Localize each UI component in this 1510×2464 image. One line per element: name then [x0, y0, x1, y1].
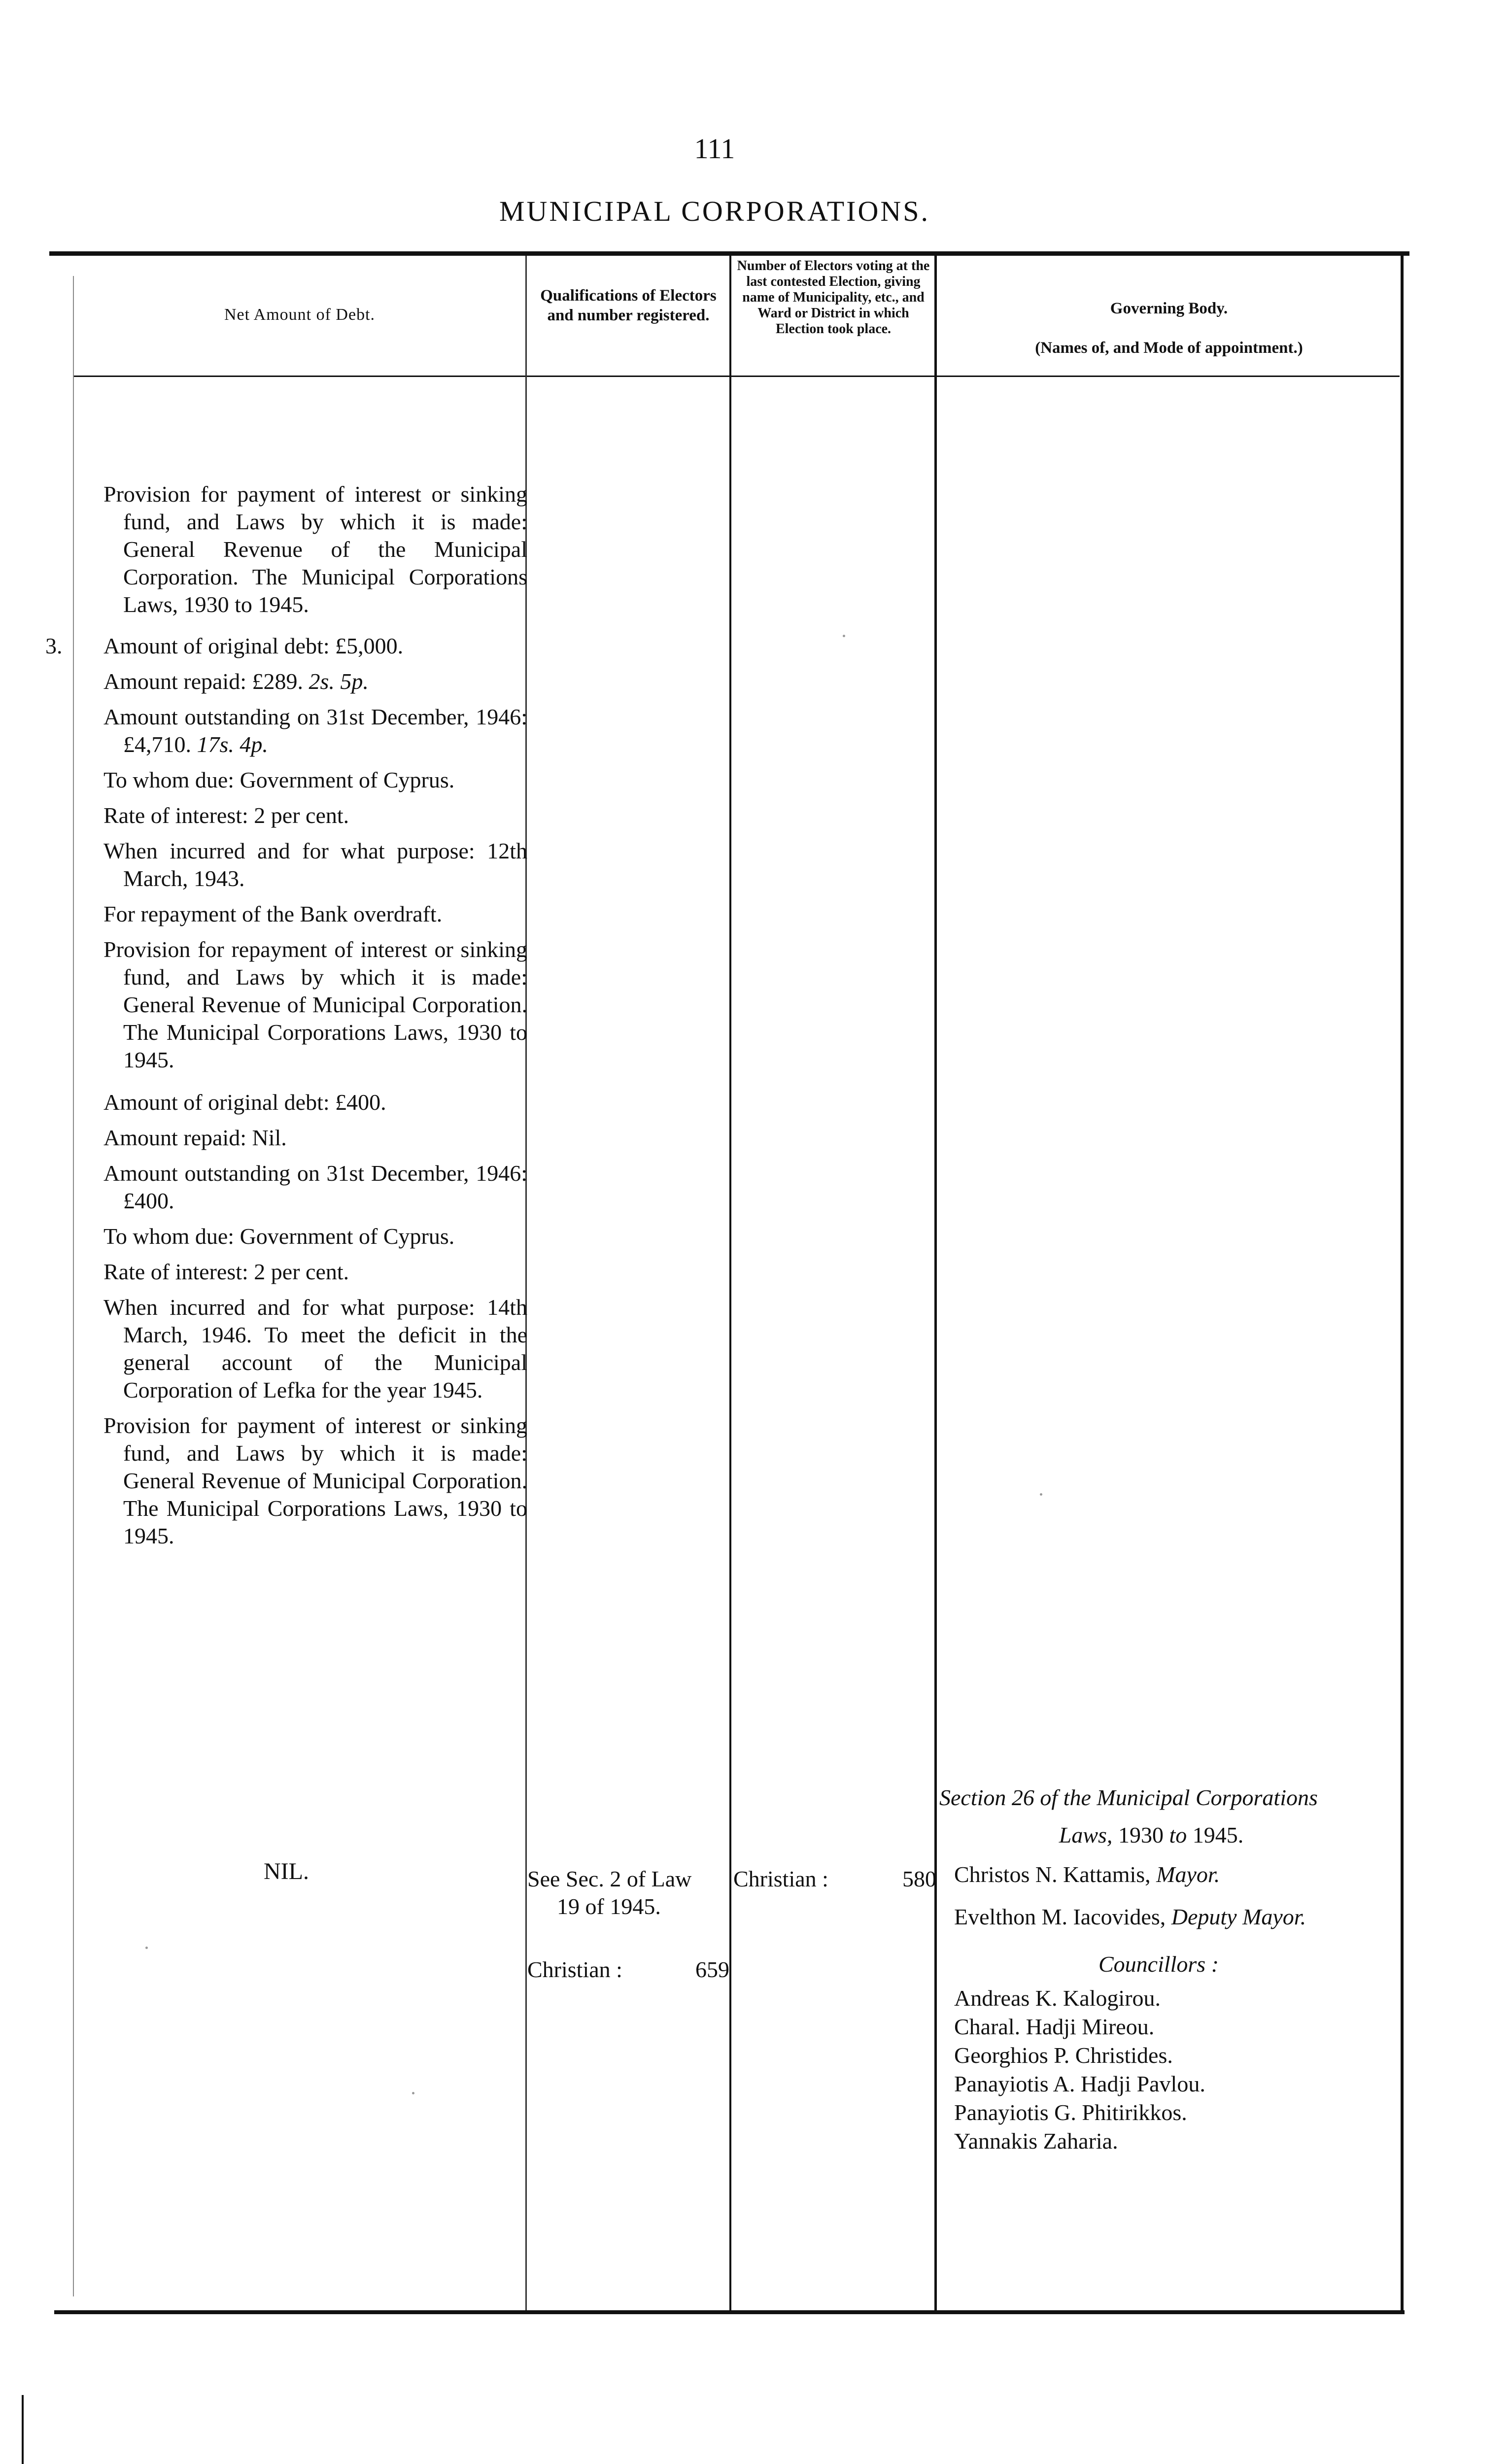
list-item: Panayiotis G. Phitirikkos.	[954, 2100, 1187, 2125]
header-bottom-rule	[74, 376, 1400, 377]
governing-section-ref-line1: Section 26 of the Municipal Corporations	[939, 1785, 1318, 1810]
list-item: Charal. Hadji Mireou.	[954, 2014, 1155, 2039]
debt-paragraph-to-whom-1: To whom due: Government of Cyprus.	[103, 767, 455, 792]
page-number: 111	[694, 133, 735, 165]
governing-mayor-name: Christos N. Kattamis,	[954, 1862, 1151, 1887]
qualifications-law-ref-line1: See Sec. 2 of Law	[527, 1866, 692, 1891]
debt-paragraph-outstanding-2: Amount outstanding on 31st December, 1946: £400.	[103, 1161, 527, 1213]
debt-paragraph-incurred-2: When incurred and for what purpose: 14th March, 1946. To meet the deficit in the general account of the Municipal Corporation of Lefka for the year 1945.	[103, 1295, 527, 1403]
debt-outstanding-1-pence: 4p.	[240, 732, 268, 757]
voting-christian	[733, 1865, 936, 1893]
governing-section-ref	[939, 1779, 1407, 1854]
debt-paragraph-original-debt-1: 3. Amount of original debt: £5,000.	[45, 633, 404, 658]
governing-deputy-mayor	[939, 1903, 1407, 1931]
qualifications-registered-label: Christian :	[527, 1957, 622, 1982]
debt-outstanding-1-pounds: Amount outstanding on 31st December, 1946: £4,710.	[103, 704, 527, 757]
governing-deputy-mayor-name: Evelthon M. Iacovides,	[954, 1904, 1166, 1929]
debt-repaid-1-pence: 5p.	[340, 669, 369, 694]
debt-paragraph-repaid-1	[103, 668, 527, 695]
debt-paragraph-rate-1: Rate of interest: 2 per cent.	[103, 803, 349, 828]
margin-scan-line	[22, 2395, 24, 2464]
list-item: Andreas K. Kalogirou.	[954, 1985, 1161, 2011]
governing-mayor	[939, 1861, 1407, 1888]
header-net-amount-of-debt: Net Amount of Debt.	[224, 306, 376, 324]
column-divider-2	[729, 256, 731, 2310]
governing-section-laws: Laws,	[1059, 1822, 1113, 1848]
list-item: Panayiotis A. Hadji Pavlou.	[954, 2071, 1205, 2096]
debt-column	[45, 480, 527, 1558]
scan-speck	[412, 2092, 414, 2094]
voting-column	[733, 1865, 936, 1893]
governing-section-ref-line2	[939, 1816, 1407, 1854]
table-left-edge	[73, 276, 74, 2296]
debt-outstanding-1-shillings: 17s.	[197, 732, 234, 757]
debt-paragraph-outstanding-1	[103, 703, 527, 758]
voting-christian-value: 580	[902, 1866, 936, 1891]
governing-mayor-title: Mayor.	[1156, 1862, 1220, 1887]
list-item: Yannakis Zaharia.	[954, 2128, 1118, 2154]
header-number-of-electors: Number of Electors voting at the last contested Election, giving name of Municipality, etc., and Ward or District in which Election took place.	[737, 258, 930, 337]
debt-paragraph-to-whom-2: To whom due: Government of Cyprus.	[103, 1224, 455, 1249]
page-title: MUNICIPAL CORPORATIONS.	[499, 195, 930, 227]
debt-repaid-1-shillings: 2s.	[309, 669, 335, 694]
qualifications-registered	[527, 1956, 729, 1984]
debt-repaid-1-pounds: Amount repaid: £289.	[103, 669, 303, 694]
header-qualifications: Qualifications of Electors and number registered.	[540, 287, 717, 324]
column-divider-3	[934, 256, 937, 2310]
scan-speck	[843, 635, 845, 637]
governing-deputy-mayor-title: Deputy Mayor.	[1171, 1904, 1306, 1929]
debt-paragraph-provision-2: Provision for repayment of interest or sinking fund, and Laws by which it is made: General Revenue of Municipal Corporation. The Municipal Corporations Laws, 1930 to 1945.	[103, 937, 527, 1072]
governing-councillors-list	[939, 1984, 1407, 2156]
debt-paragraph-original-debt-2: Amount of original debt: £400.	[103, 1090, 386, 1115]
qualifications-law-ref-line2: 19 of 1945.	[557, 1894, 661, 1919]
header-governing-body-subtitle: (Names of, and Mode of appointment.)	[1035, 339, 1303, 357]
scan-speck	[1040, 1493, 1042, 1496]
list-item: Georghios P. Christides.	[954, 2043, 1173, 2068]
debt-paragraph-rate-2: Rate of interest: 2 per cent.	[103, 1259, 349, 1284]
governing-body-column	[939, 1779, 1407, 2156]
qualifications-column	[527, 1865, 729, 1984]
governing-section-to: to	[1169, 1822, 1187, 1848]
debt-paragraph-repaid-2: Amount repaid: Nil.	[103, 1125, 287, 1150]
debt-paragraph-provision-1: Provision for payment of interest or sinking fund, and Laws by which it is made: General Revenue of the Municipal Corporation. The Municipal Corporations Laws, 1930 to 1945.	[103, 481, 527, 617]
governing-section-year-start: 1930	[1118, 1822, 1164, 1848]
scan-speck	[145, 1947, 148, 1949]
table-top-rule	[49, 251, 1409, 256]
governing-section-year-end: 1945.	[1192, 1822, 1244, 1848]
table-bottom-rule	[54, 2310, 1405, 2314]
qualifications-registered-value: 659	[695, 1957, 729, 1982]
governing-councillors-heading: Councillors :	[1098, 1951, 1219, 1977]
debt-paragraph-incurred-1: When incurred and for what purpose: 12th March, 1943.	[103, 838, 527, 891]
voting-christian-label: Christian :	[733, 1866, 828, 1891]
header-governing-body-title: Governing Body.	[1110, 300, 1228, 317]
debt-paragraph-repayment-purpose: For repayment of the Bank overdraft.	[103, 901, 443, 926]
debt-paragraph-provision-3: Provision for payment of interest or sinking fund, and Laws by which it is made: General Revenue of Municipal Corporation. The Municipal Corporations Laws, 1930 to 1945.	[103, 1413, 527, 1548]
debt-nil: NIL.	[264, 1858, 309, 1884]
header-governing-body	[937, 289, 1401, 368]
debt-original-debt-1-text: Amount of original debt: £5,000.	[103, 633, 404, 658]
